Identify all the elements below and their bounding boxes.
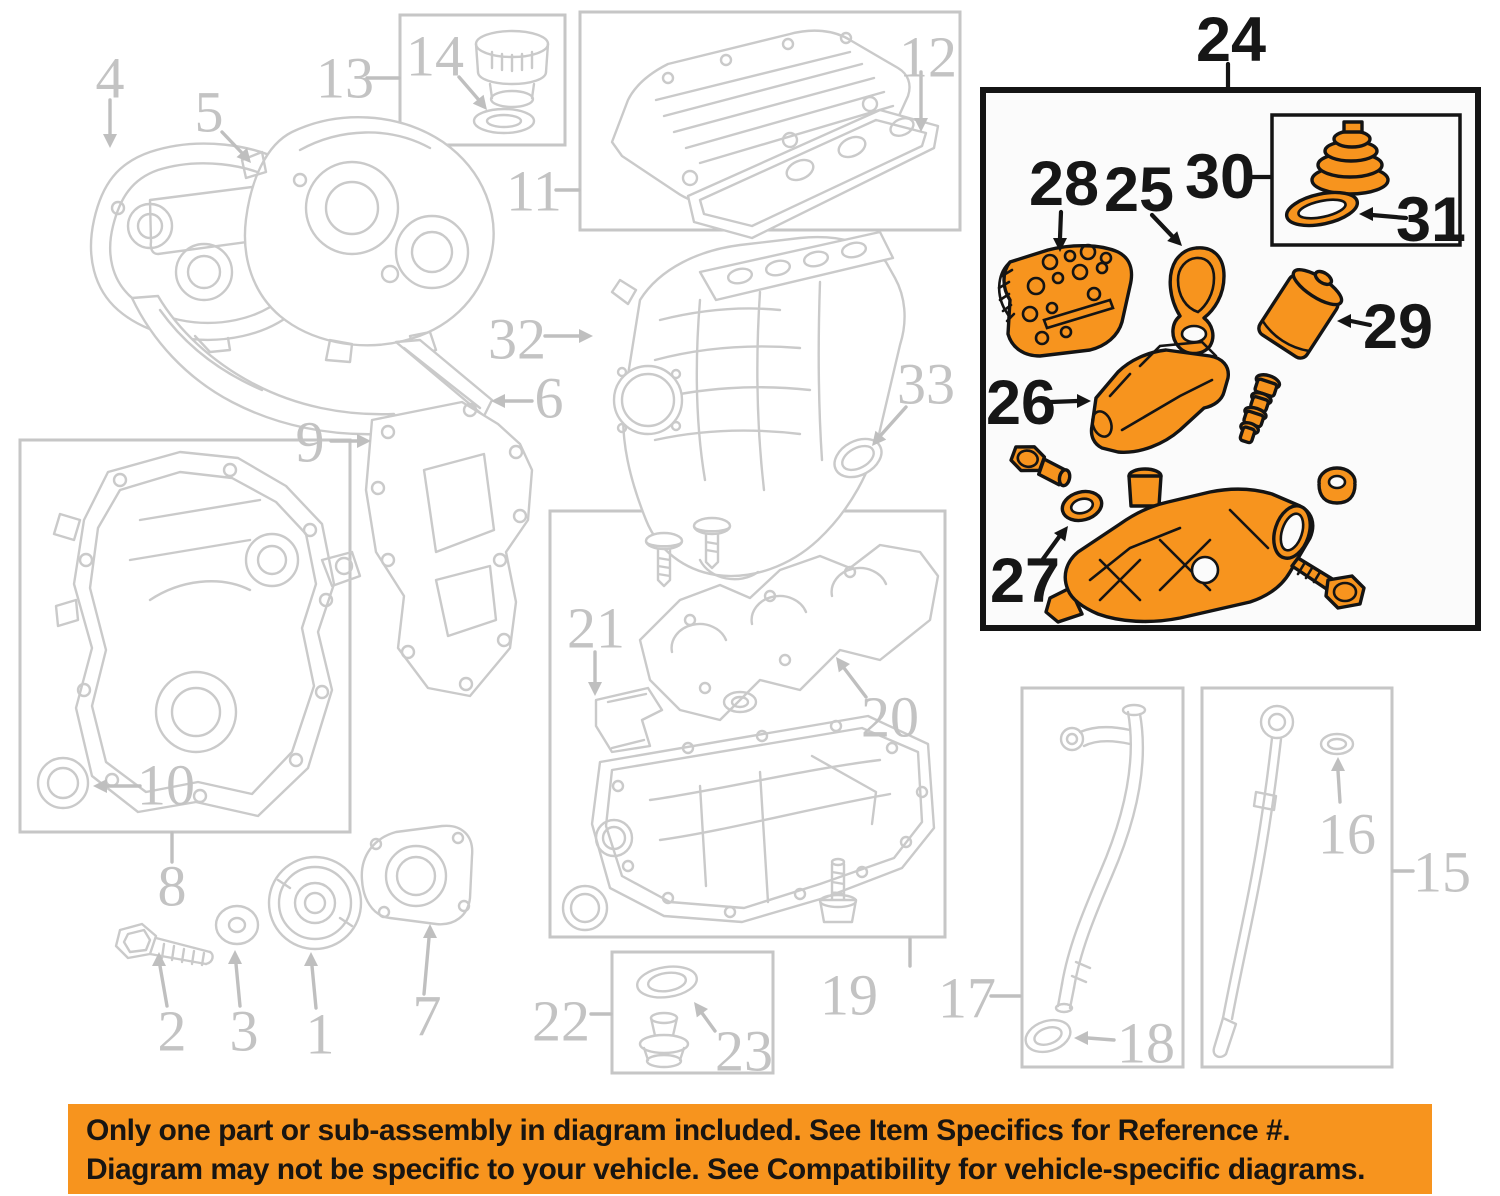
callout-16: 16 (1318, 801, 1376, 867)
callout-26: 26 (985, 368, 1057, 438)
engine-front-cover (54, 452, 360, 816)
callout-15: 15 (1413, 839, 1471, 905)
callout-24: 24 (1195, 5, 1267, 75)
intake-manifold (612, 232, 905, 579)
callout-19: 19 (820, 962, 878, 1028)
callout-14: 14 (406, 23, 464, 89)
callout-1: 1 (305, 1001, 335, 1067)
callout-33: 33 (897, 351, 955, 417)
callout-11: 11 (506, 158, 562, 224)
callout-13: 13 (316, 45, 374, 111)
callout-27: 27 (989, 546, 1061, 616)
callout-22: 22 (532, 988, 590, 1054)
callout-17: 17 (938, 965, 996, 1031)
oil-filler-cap (474, 31, 548, 133)
crank-pulley (269, 857, 361, 949)
callout-10: 10 (137, 752, 195, 818)
oil-cooler (999, 245, 1132, 356)
callout-3: 3 (229, 998, 259, 1064)
dipstick-oring (1321, 734, 1353, 754)
callout-7: 7 (412, 983, 442, 1049)
tube-seal (1021, 1015, 1074, 1058)
callout-23: 23 (715, 1018, 773, 1084)
box-dipstick (1202, 688, 1392, 1067)
crank-bolt (116, 924, 213, 965)
dipstick (1214, 706, 1293, 1057)
callout-31: 31 (1395, 185, 1467, 255)
callout-9: 9 (295, 409, 325, 475)
seal-housing (362, 826, 472, 924)
housing-cap-right (1319, 468, 1355, 503)
callout-2: 2 (157, 998, 187, 1064)
callout-5: 5 (194, 79, 224, 145)
notice-banner (68, 1104, 1432, 1194)
front-crank-seal (38, 758, 88, 808)
drain-gasket (635, 963, 699, 1001)
callout-25: 25 (1103, 155, 1175, 225)
callout-21: 21 (567, 595, 625, 661)
notice-line-1: Only one part or sub-assembly in diagram included. See Item Specifics for Reference #. (86, 1114, 1291, 1147)
callout-20: 20 (861, 684, 919, 750)
notice-line-2: Diagram may not be specific to your vehicle. See Compatibility for vehicle-specific diagrams. (86, 1153, 1365, 1186)
callout-6: 6 (534, 365, 564, 431)
crank-washer (216, 906, 258, 944)
callout-18: 18 (1117, 1010, 1175, 1076)
oil-pan-baffle (596, 688, 662, 752)
callout-4: 4 (95, 45, 125, 111)
dipstick-tube (1056, 705, 1145, 1012)
callout-12: 12 (899, 24, 957, 90)
callout-32: 32 (488, 306, 546, 372)
callout-8: 8 (157, 853, 187, 919)
timing-cover-front (242, 117, 494, 362)
pan-seal-ring (563, 886, 607, 930)
front-cover-gasket (366, 402, 532, 696)
drain-plug (640, 1013, 688, 1067)
callout-30: 30 (1184, 142, 1256, 212)
callout-29: 29 (1362, 292, 1434, 362)
callout-28: 28 (1028, 149, 1100, 219)
